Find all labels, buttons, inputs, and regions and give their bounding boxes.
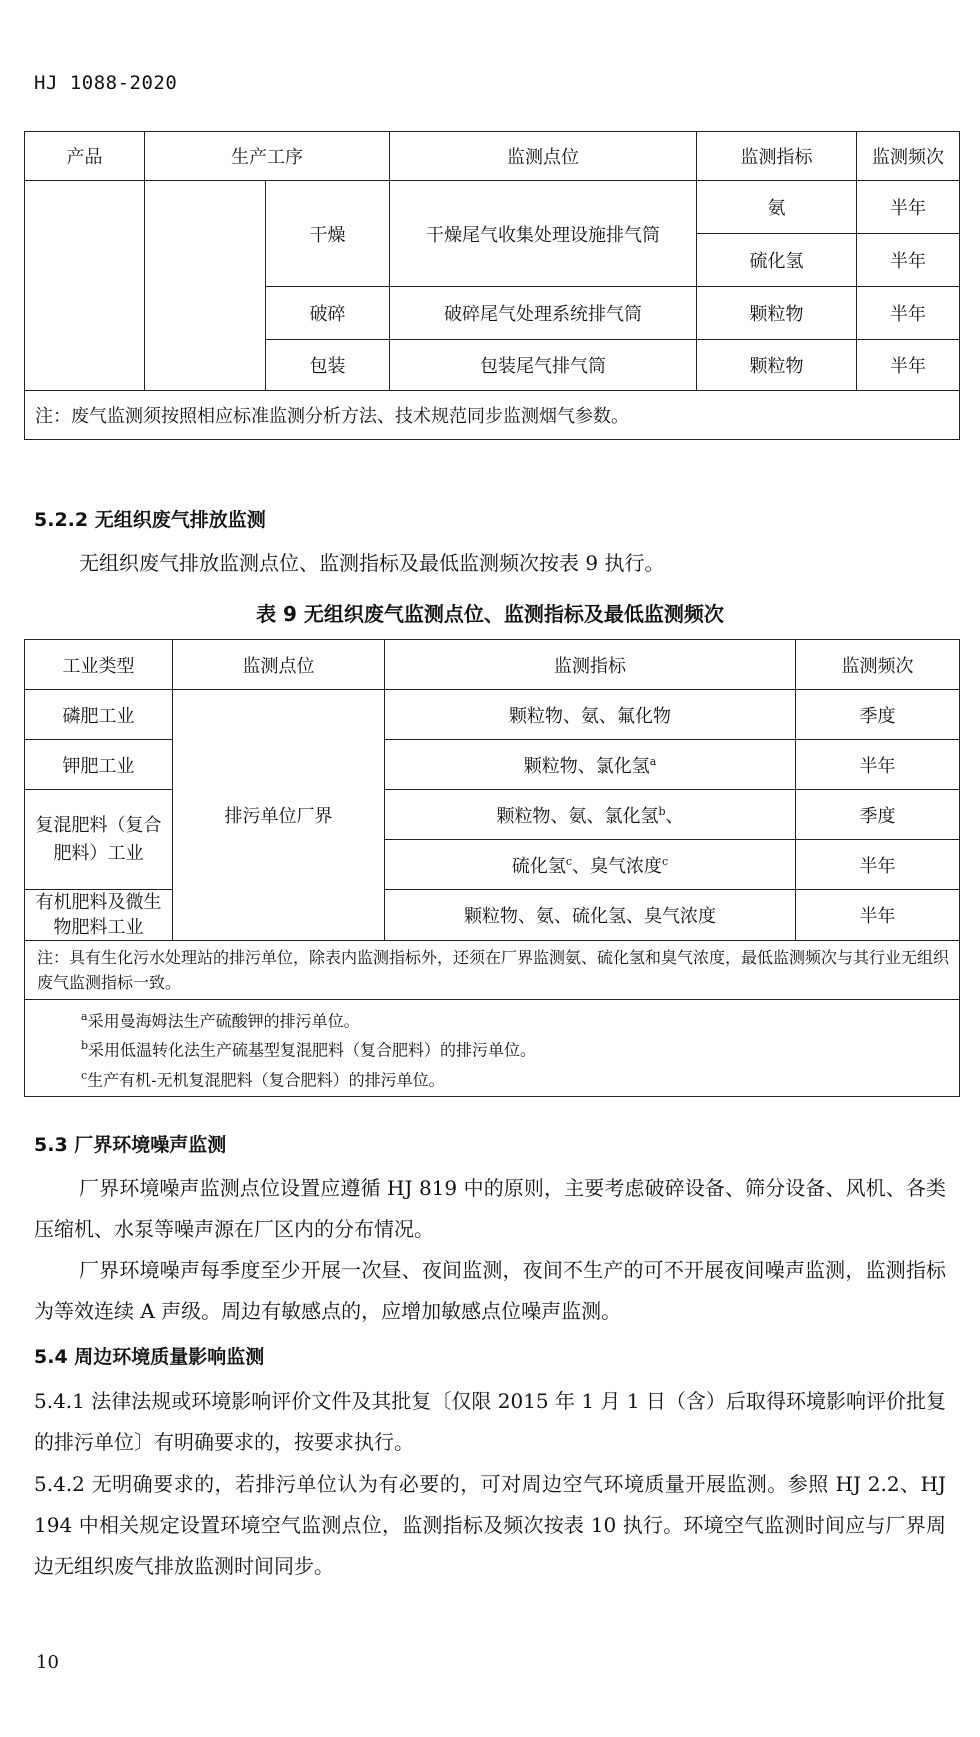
table-row	[25, 181, 960, 234]
table-note-row	[25, 941, 960, 1000]
table-row	[25, 690, 960, 740]
point-cell: 干燥尾气收集处理设施排气筒	[390, 181, 697, 287]
paragraph-5-4-2: 5.4.2 无明确要求的，若排污单位认为有必要的，可对周边空气环境质量开展监测。参照 HJ 2.2、HJ 194 中相关规定设置环境空气监测点位，监测指标及频次按表 10 执行。环境空气监测时间应与厂界周边无组织废气排放监测时间同步。	[34, 1472, 946, 1578]
indicator-cell	[385, 840, 796, 890]
footnote-mark: a	[81, 1010, 88, 1023]
paragraph-5-3-a: 厂界环境噪声监测点位设置应遵循 HJ 819 中的原则，主要考虑破碎设备、筛分设备、风机、各类压缩机、水泵等噪声源在厂区内的分布情况。	[34, 1176, 946, 1241]
table-note: 注：废气监测须按照相应标准监测分析方法、技术规范同步监测烟气参数。	[25, 391, 960, 440]
table-note: 注：具有生化污水处理站的排污单位，除表内监测指标外，还须在厂界监测氨、硫化氢和臭气浓度，最低监测频次与其行业无组织废气监测指标一致。	[25, 941, 960, 1000]
indicator-cell: 颗粒物	[697, 340, 857, 391]
industry-type-cell: 有机肥料及微生物肥料工业	[25, 890, 173, 941]
frequency-cell: 半年	[857, 181, 960, 234]
point-cell: 破碎尾气处理系统排气筒	[390, 287, 697, 340]
indicator-text-tail: 、	[665, 805, 684, 827]
industry-type-cell: 磷肥工业	[25, 690, 173, 740]
table-footnotes	[25, 1000, 960, 1097]
table-note-row	[25, 391, 960, 440]
col-header-point: 监测点位	[390, 132, 697, 181]
footnote-mark: c	[81, 1068, 88, 1082]
indicator-text: 颗粒物、氨、氯化氢	[496, 805, 659, 827]
footnote-text: 采用曼海姆法生产硫酸钾的排污单位。	[87, 1011, 360, 1031]
paragraph-5-2-2: 无组织废气排放监测点位、监测指标及最低监测频次按表 9 执行。	[79, 551, 665, 575]
indicator-text: 颗粒物、氯化氢	[523, 755, 650, 777]
footnote-mark: a	[649, 754, 657, 768]
col-header-process: 生产工序	[145, 132, 390, 181]
indicator-text: 颗粒物、氨、氟化物	[509, 705, 671, 727]
paragraph-5-3-b: 厂界环境噪声每季度至少开展一次昼、夜间监测，夜间不生产的可不开展夜间噪声监测，监测指标为等效连续 A 声级。周边有敏感点的，应增加敏感点位噪声监测。	[34, 1258, 946, 1323]
indicator-cell: 氨	[697, 181, 857, 234]
indicator-text: 颗粒物、氨、硫化氢、臭气浓度	[464, 906, 716, 927]
table-9-caption: 表 9 无组织废气监测点位、监测指标及最低监测频次	[256, 602, 724, 626]
table-header-row	[25, 640, 960, 690]
indicator-cell	[385, 740, 796, 790]
table-row	[25, 890, 960, 941]
col-header-frequency: 监测频次	[857, 132, 960, 181]
col-header-frequency: 监测频次	[796, 640, 960, 690]
footnote-text: 生产有机-无机复混肥料（复合肥料）的排污单位。	[87, 1069, 445, 1089]
footnote-mark: b	[658, 804, 666, 818]
frequency-cell: 半年	[796, 740, 960, 790]
col-header-product: 产品	[25, 132, 145, 181]
frequency-cell: 半年	[857, 287, 960, 340]
indicator-cell: 硫化氢	[697, 234, 857, 287]
indicator-cell: 颗粒物	[697, 287, 857, 340]
section-heading-5-4: 5.4 周边环境质量影响监测	[34, 1346, 265, 1368]
product-cell	[25, 181, 145, 391]
col-header-indicator: 监测指标	[697, 132, 857, 181]
frequency-cell: 半年	[857, 340, 960, 391]
section-heading-5-2-2: 5.2.2 无组织废气排放监测	[34, 509, 266, 531]
section-heading-5-3: 5.3 厂界环境噪声监测	[34, 1134, 227, 1156]
document-header: HJ 1088-2020	[34, 72, 178, 94]
point-cell: 排污单位厂界	[173, 690, 385, 941]
process-group-cell	[145, 181, 266, 391]
indicator-text-tail: 、臭气浓度	[572, 855, 662, 877]
indicator-cell	[385, 890, 796, 941]
table-header-row	[25, 132, 960, 181]
frequency-cell: 季度	[796, 790, 960, 840]
table-footnote-row	[25, 1000, 960, 1097]
frequency-cell: 季度	[796, 690, 960, 740]
footnote-text: 采用低温转化法生产硫基型复混肥料（复合肥料）的排污单位。	[88, 1040, 537, 1060]
process-cell: 干燥	[266, 181, 390, 287]
frequency-cell: 半年	[796, 890, 960, 941]
footnote-mark: b	[81, 1039, 89, 1053]
indicator-cell	[385, 790, 796, 840]
industry-type-cell: 复混肥料（复合肥料）工业	[25, 790, 173, 890]
page-number: 10	[36, 1652, 59, 1673]
col-header-point: 监测点位	[173, 640, 385, 690]
table-exhaust-monitoring-continued	[24, 131, 960, 440]
footnote-b	[37, 1033, 949, 1062]
process-cell: 破碎	[266, 287, 390, 340]
col-header-indicator: 监测指标	[385, 640, 796, 690]
process-cell: 包装	[266, 340, 390, 391]
table-9-fugitive-emission-monitoring	[24, 639, 960, 1097]
industry-type-cell: 钾肥工业	[25, 740, 173, 790]
col-header-industry-type: 工业类型	[25, 640, 173, 690]
footnote-mark: c	[662, 854, 669, 868]
footnote-a	[37, 1004, 949, 1033]
frequency-cell: 半年	[796, 840, 960, 890]
table-row	[25, 790, 960, 840]
footnote-c	[37, 1063, 949, 1092]
paragraph-5-4-1: 5.4.1 法律法规或环境影响评价文件及其批复〔仅限 2015 年 1 月 1 日（含）后取得环境影响评价批复的排污单位〕有明确要求的，按要求执行。	[34, 1389, 946, 1454]
indicator-text: 硫化氢	[511, 855, 566, 877]
frequency-cell: 半年	[857, 234, 960, 287]
indicator-cell	[385, 690, 796, 740]
table-row	[25, 740, 960, 790]
point-cell: 包装尾气排气筒	[390, 340, 697, 391]
footnote-mark: c	[565, 854, 572, 868]
